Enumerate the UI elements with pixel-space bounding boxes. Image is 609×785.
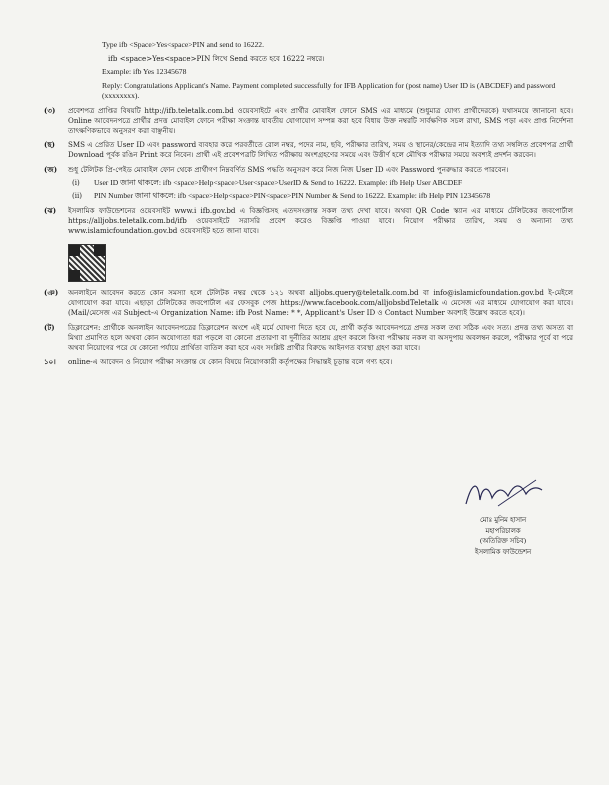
clause-ja <box>44 165 573 203</box>
sms-line-1: Type ifb <Space>Yes<space>PIN and send to 16222. <box>102 40 264 49</box>
clause-jha <box>44 206 573 236</box>
clause-number: (ঝ) <box>44 206 57 216</box>
sms-instructions <box>102 40 573 102</box>
clause-text: প্রবেশপত্র প্রাপ্তির বিষয়টি http://ifb.teletalk.com.bd ওয়েবসাইটে এবং প্রার্থীর মোবাইল ফোনে SMS এর মাধ্যমে (শুধুমাত্র যোগ্য প্রার্থীদেরকে) যথাসময়ে জানানো হবে। Online আবেদনপত্রে প্রার্থীর প্রদত্ত মোবাইল ফোনে পরীক্ষা সংক্রান্ত যাবতীয় যোগাযোগ সম্পন্ন করা হবে বিধায় উক্ত নম্বরটি সার্বক্ষণিক সচল রাখা, SMS পড়া এবং প্রাপ্ত নির্দেশনা তাৎক্ষণিকভাবে অনুসরণ করা বাঞ্ছনীয়। <box>68 106 573 136</box>
signatory-title: মহাপরিচালক <box>485 526 521 535</box>
clause-number: (ট) <box>44 322 55 332</box>
handwritten-signature <box>458 476 548 512</box>
clause-text: ডিক্লারেশন: প্রার্থীকে অনলাইন আবেদনপত্রের ডিক্লারেশন অংশে এই মর্মে ঘোষণা দিতে হবে যে, প্রার্থী কর্তৃক আবেদনপত্রে প্রদত্ত সকল তথ্য সঠিক এবং সত্য। প্রদত্ত তথ্য অসত্য বা মিথ্যা প্রমাণিত হলে অথবা কোন অযোগ্যতা ধরা পড়লে বা কোনো প্রতারণা বা দুর্নীতির আশ্রয় গ্রহণ করলে কিংবা পরীক্ষায় নকল বা অসদুপায় অবলম্বন করলে, পরীক্ষার পূর্বে বা পরে অথবা নিয়োগের পরে যে কোনো পর্যায়ে প্রার্থিতা বাতিল করা হবে এবং সংশ্লিষ্ট প্রার্থীর বিরুদ্ধে আইনগত ব্যবস্থা গ্রহণ করা যাবে। <box>68 322 573 352</box>
clause-text: অনলাইনে আবেদন করতে কোন সমস্যা হলে টেলিটক নম্বর থেকে ১২১ অথবা alljobs.query@teletalk.com.bd বা info@islamicfoundation.gov.bd ই-মেইলে যোগাযোগ করা যাবে। এছাড়া টেলিটকের জবপোর্টাল এর ফেসবুক পেজ https://www.facebook.com/alljobsbdTeletalk এ মেসেজ এর মাধ্যমে যোগাযোগ করা যাবে। (Mail/মেসেজ এর Subject-এ Organization Name: ifb Post Name: * *, Applicant's User ID ও Contact Number অবশ্যই উল্লেখ করতে হবে)। <box>68 288 573 318</box>
clause-nya <box>44 288 573 318</box>
clause-number: (৩) <box>44 106 56 116</box>
signatory-rank: (অতিরিক্ত সচিব) <box>479 537 527 546</box>
clause-3 <box>44 106 573 136</box>
clause-number: (ছ) <box>44 140 56 150</box>
sub-item-ii <box>68 191 573 202</box>
sub-text: User ID জানা থাকলে: ifb <space>Help<space>User<space>UserID & Send to 16222. Example: ifb Help User ABCDEF <box>94 177 463 187</box>
clause-text: SMS এ প্রেরিত User ID এবং password ব্যবহার করে পরবর্তীতে রোল নম্বর, পদের নাম, ছবি, পরীক্ষার তারিখ, সময় ও স্থানের/কেন্দ্রের নাম ইত্যাদি তথ্য সম্বলিত প্রবেশপত্র প্রার্থী Download পূর্বক রঙিন Print করে নিবেন। প্রার্থী এই প্রবেশপত্রটি লিখিত পরীক্ষায় অংশগ্রহণের সময়ে এবং উত্তীর্ণ হলে মৌখিক পরীক্ষার সময়ে অবশ্যই প্রদর্শন করবেন। <box>68 140 573 160</box>
signatory-name: মোঃ মুনিম হাসান <box>479 516 527 525</box>
sub-item-i <box>68 178 573 189</box>
sms-reply: Reply: Congratulations Applicant's Name. Payment completed successfully for IFB Application for (post name) User ID is (ABCDEF) and password (xxxxxxxx). <box>102 80 556 101</box>
clause-number: (ঞ) <box>44 288 59 298</box>
sub-number: (i) <box>72 177 80 187</box>
signatory-org: ইসলামিক ফাউন্ডেশন <box>474 547 532 556</box>
sub-text: PIN Number জানা থাকলে: ifb <space>Help<space>PIN<space>PIN Number & Send to 16222. Example: ifb Help PIN 12345678 <box>94 191 491 201</box>
clause-text: ইসলামিক ফাউন্ডেশনের ওয়েবসাইট www.i ifb.gov.bd এ বিজ্ঞপ্তিসহ এতদসংক্রান্ত সকল তথ্য দেখা যাবে। অথবা QR Code স্ক্যান এর মাধ্যমে টেলিটকের জবপোর্টাল https://alljobs.teletalk.com.bd/ifb ওয়েবসাইটে সরাসরি প্রবেশ করেও বিজ্ঞপ্তি পাওয়া যাবে। নিয়োগ পরীক্ষার তারিখ, সময় ও অন্যান্য তথ্য www.islamicfoundation.gov.bd ওয়েবসাইট হতে জানা যাবে। <box>68 206 573 236</box>
signature-block <box>443 476 563 557</box>
sms-example: Example: ifb Yes 12345678 <box>102 66 187 76</box>
clause-number: ১০। <box>44 356 56 366</box>
qr-code[interactable] <box>68 244 106 282</box>
clause-number: (জ) <box>44 164 58 174</box>
sms-line-2: ifb <space>Yes<space>PIN লিখে Send করতে হবে 16222 নম্বরে। <box>108 53 325 63</box>
clause-text: online-এ আবেদন ও নিয়োগ পরীক্ষা সংক্রান্ত যে কোন বিষয়ে নিয়োগকারী কর্তৃপক্ষের সিদ্ধান্তই চূড়ান্ত বলে গণ্য হবে। <box>68 356 393 366</box>
clause-10 <box>44 357 573 367</box>
sub-number: (ii) <box>72 191 83 201</box>
clause-ta <box>44 323 573 353</box>
clause-chha <box>44 140 573 160</box>
clause-text: শুধু টেলিটক প্রি-পেইড মোবাইল ফোন থেকে প্রার্থীগণ নিম্নবর্ণিত SMS পদ্ধতি অনুসরণ করে নিজ নিজ User ID এবং Password পুনরুদ্ধার করতে পারবেন। <box>68 164 509 174</box>
